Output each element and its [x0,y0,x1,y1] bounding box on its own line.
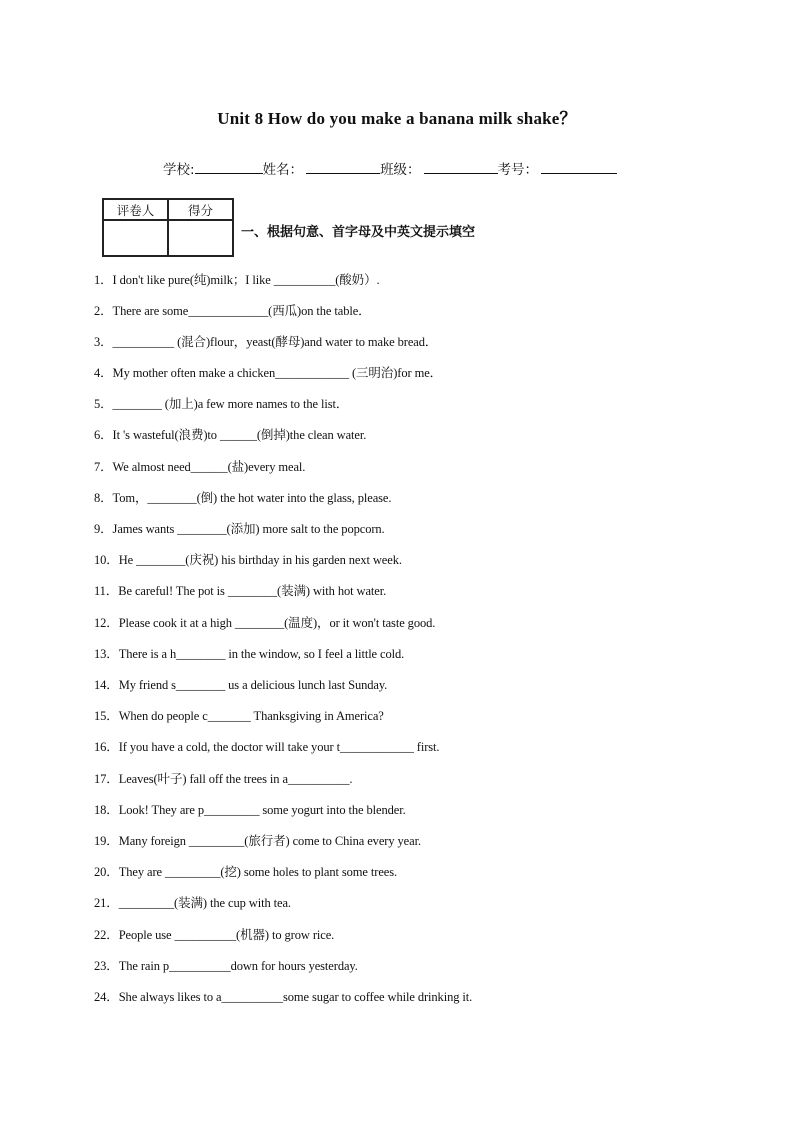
question-item: 17．Leaves(叶子) fall off the trees in a__________. [94,772,353,786]
question-item: 23．The rain p__________down for hours yesterday. [94,959,358,973]
question-item: 18．Look! They are p_________ some yogurt into the blender. [94,803,406,817]
grader-header: 评卷人 [103,199,168,220]
exam-number-label: 考号： [497,162,539,178]
question-item: 8．Tom，________(倒) the hot water into the glass, please. [94,491,392,505]
question-item: 3．__________ (混合)flour，yeast(酵母)and water to make bread． [94,335,438,349]
page-title: Unit 8 How do you make a banana milk shake？ [217,109,577,128]
question-item: 6．It 's wasteful(浪费)to ______(倒掉)the clean water. [94,428,367,442]
name-label: 姓名： [262,162,304,178]
student-info-line [163,158,617,178]
school-blank[interactable] [195,161,263,174]
school-label: 学校: [163,162,195,178]
question-item: 9．James wants ________(添加) more salt to the popcorn. [94,522,385,536]
question-item: 19．Many foreign _________(旅行者) come to China every year. [94,834,421,848]
question-item: 5．________ (加上)a few more names to the list． [94,397,349,411]
question-item: 13．There is a h________ in the window, so I feel a little cold. [94,647,405,661]
question-item: 22．People use __________(机器) to grow rice. [94,928,335,942]
score-cell[interactable] [168,220,233,256]
question-item: 12．Please cook it at a high ________(温度)，or it won't taste good. [94,616,436,630]
question-item: 15．When do people c_______ Thanksgiving in America? [94,709,384,723]
question-item: 10．He ________(庆祝) his birthday in his garden next week. [94,553,402,567]
question-item: 7．We almost need______(盐)every meal. [94,460,306,474]
exam-number-blank[interactable] [541,161,617,174]
question-item: 4．My mother often make a chicken____________ (三明治)for me． [94,366,443,380]
score-header: 得分 [168,199,233,220]
question-item: 16．If you have a cold, the doctor will take your t____________ first. [94,740,440,754]
question-item: 24．She always likes to a__________some sugar to coffee while drinking it. [94,990,473,1004]
question-item: 14．My friend s________ us a delicious lunch last Sunday. [94,678,388,692]
section-heading: 一、根据句意、首字母及中英文提示填空 [241,225,476,240]
question-item: 11．Be careful! The pot is ________(装满) with hot water. [94,584,387,598]
class-label: 班级： [380,162,421,178]
question-item: 20．They are _________(挖) some holes to plant some trees. [94,865,398,879]
name-blank[interactable] [306,161,380,174]
question-item: 21．_________(装满) the cup with tea. [94,896,291,910]
question-item: 1．I don't like pure(纯)milk；I like __________(酸奶）. [94,273,380,287]
question-item: 2．There are some_____________(西瓜)on the table． [94,304,371,318]
grader-cell[interactable] [103,220,168,256]
score-table [102,198,234,257]
class-blank[interactable] [424,161,498,174]
